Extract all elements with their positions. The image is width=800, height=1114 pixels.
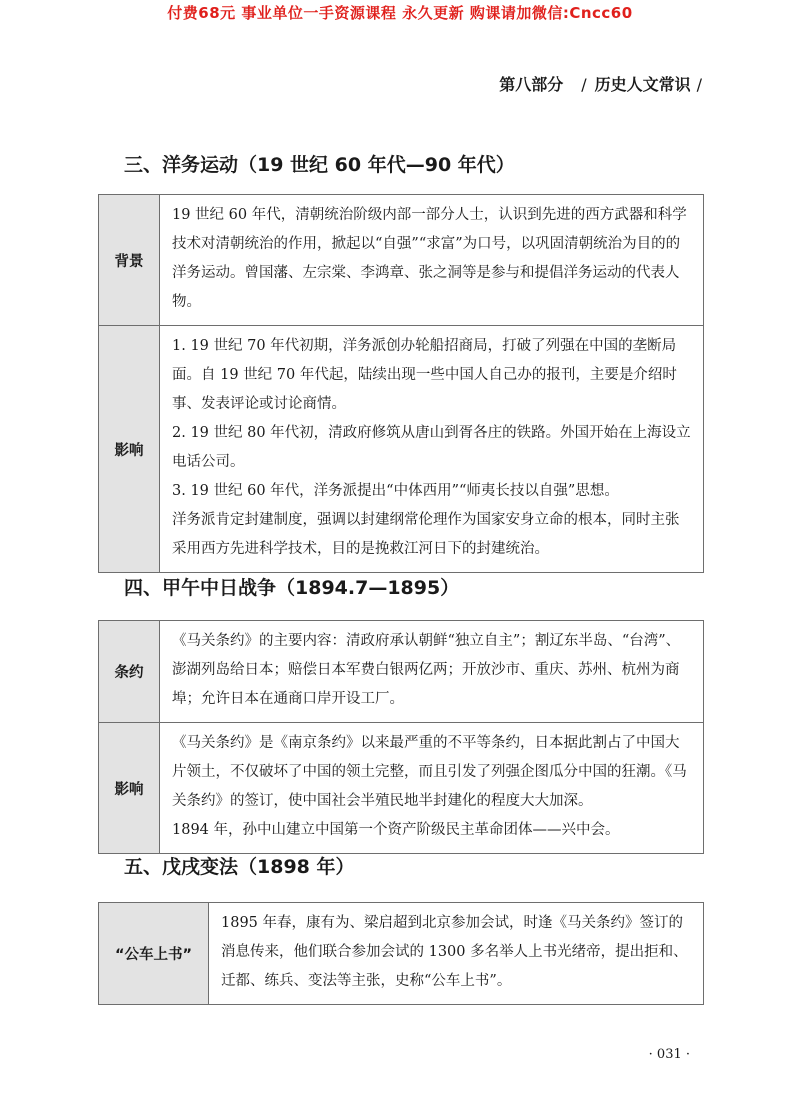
paragraph: 3. 19 世纪 60 年代，洋务派提出“中体西用”“师夷长技以自强”思想。 — [172, 483, 619, 499]
section-title-wuxu: 五、戊戌变法（1898 年） — [124, 856, 355, 878]
paragraph: 2. 19 世纪 80 年代初，清政府修筑从唐山到胥各庄的铁路。外国开始在上海设立电话公司。 — [172, 425, 691, 470]
watermark-banner: 付费68元 事业单位一手资源课程 永久更新 购课请加微信:Cncc60 — [167, 4, 633, 22]
table-yangwu — [98, 194, 704, 573]
running-header — [499, 72, 702, 95]
row-content — [160, 723, 704, 854]
header-part: 第八部分 — [499, 75, 564, 94]
paragraph: 《马关条约》的主要内容：清政府承认朝鲜“独立自主”；割辽东半岛、“台湾”、澎湖列岛给日本；赔偿日本军费白银两亿两；开放沙市、重庆、苏州、杭州为商埠；允许日本在通商口岸开设工厂。 — [172, 633, 681, 707]
table-row — [99, 621, 704, 723]
row-label: 影响 — [99, 326, 160, 573]
header-separator: / — [581, 75, 587, 94]
table-row — [99, 195, 704, 326]
row-label: 影响 — [99, 723, 160, 854]
paragraph: 1. 19 世纪 70 年代初期，洋务派创办轮船招商局，打破了列强在中国的垄断局面。自 19 世纪 70 年代起，陆续出现一些中国人自己办的报刊，主要是介绍时事、发表评论或讨论商情。 — [172, 338, 677, 412]
row-content — [160, 195, 704, 326]
table-row — [99, 903, 704, 1005]
row-content — [160, 326, 704, 573]
header-topic: 历史人文常识 — [594, 75, 691, 94]
table-jiawu — [98, 620, 704, 854]
row-label: 背景 — [99, 195, 160, 326]
section-title-jiawu: 四、甲午中日战争（1894.7—1895） — [124, 577, 460, 599]
header-tail: / — [696, 75, 702, 94]
paragraph: 19 世纪 60 年代，清朝统治阶级内部一部分人士，认识到先进的西方武器和科学技术对清朝统治的作用，掀起以“自强”“求富”为口号，以巩固清朝统治为目的的洋务运动。曾国藩、左宗棠、李鸿章、张之洞等是参与和提倡洋务运动的代表人物。 — [172, 207, 687, 310]
row-content — [209, 903, 704, 1005]
paragraph: 1895 年春，康有为、梁启超到北京参加会试，时逢《马关条约》签订的消息传来，他们联合参加会试的 1300 多名举人上书光绪帝，提出拒和、迁都、练兵、变法等主张，史称“公车上书”。 — [221, 915, 688, 989]
row-label: 条约 — [99, 621, 160, 723]
section-title-yangwu: 三、洋务运动（19 世纪 60 年代—90 年代） — [124, 154, 515, 176]
table-row — [99, 326, 704, 573]
paragraph: 《马关条约》是《南京条约》以来最严重的不平等条约，日本据此割占了中国大片领土，不仅破坏了中国的领土完整，而且引发了列强企图瓜分中国的狂潮。《马关条约》的签订，使中国社会半殖民地半封建化的程度大大加深。 — [172, 735, 687, 809]
table-wuxu — [98, 902, 704, 1005]
row-label: “公车上书” — [99, 903, 209, 1005]
row-content — [160, 621, 704, 723]
paragraph: 1894 年，孙中山建立中国第一个资产阶级民主革命团体——兴中会。 — [172, 822, 620, 838]
page-number: · 031 · — [648, 1047, 690, 1062]
paragraph: 洋务派肯定封建制度，强调以封建纲常伦理作为国家安身立命的根本，同时主张采用西方先进科学技术，目的是挽救江河日下的封建统治。 — [172, 512, 680, 557]
table-row — [99, 723, 704, 854]
